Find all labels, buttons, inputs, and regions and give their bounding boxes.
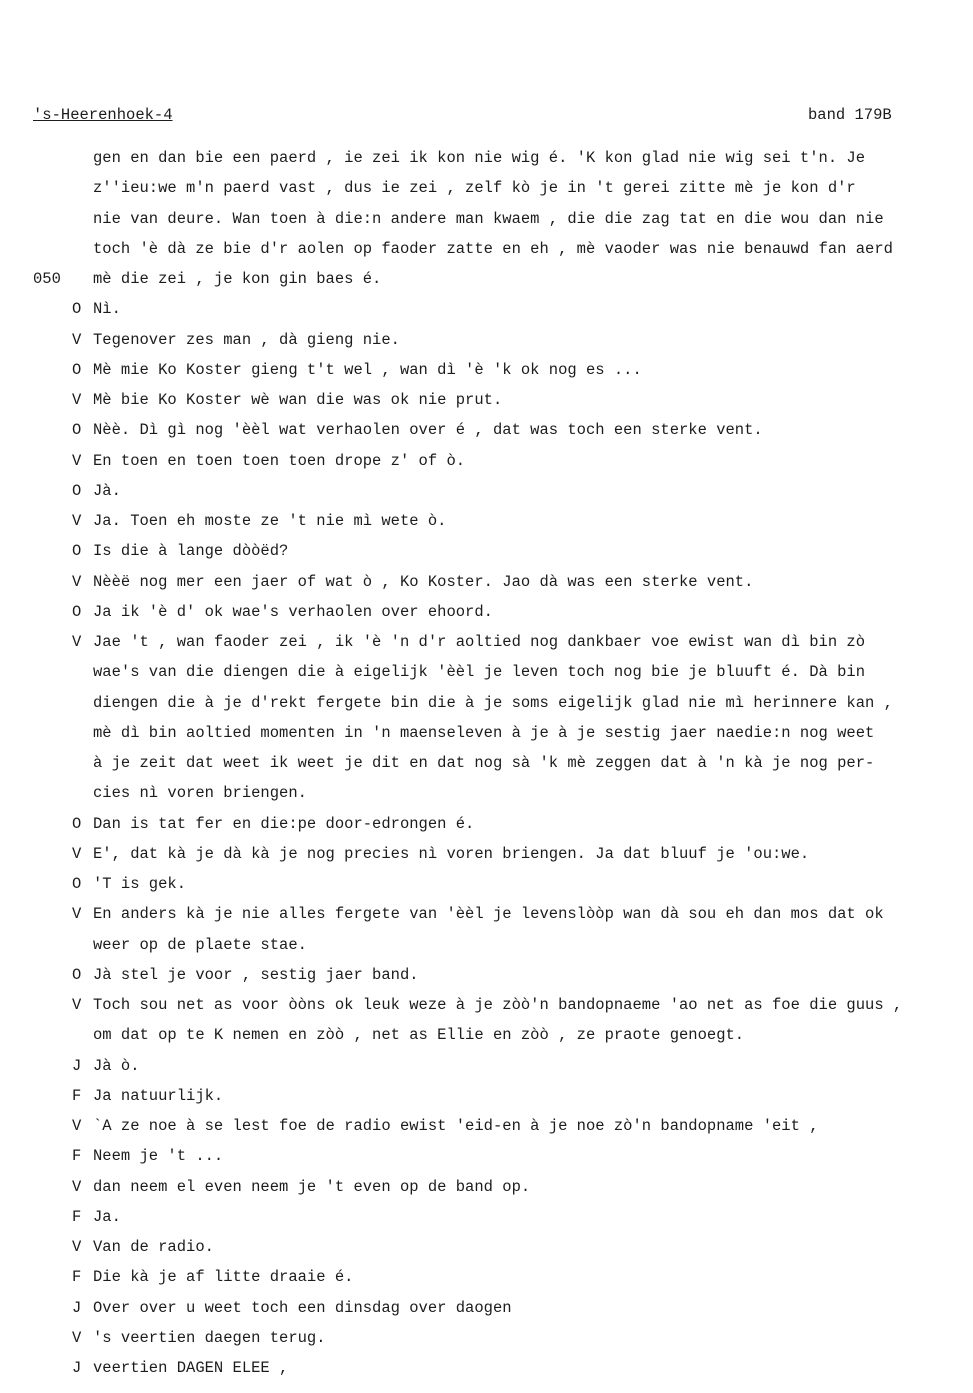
line-text: Jà stel je voor , sestig jaer band. [93, 965, 419, 984]
line-text: diengen die à je d'rekt fergete bin die à je soms eigelijk glad nie mì herinnere kan , [93, 693, 893, 712]
transcript-line [0, 536, 973, 566]
transcript-line [0, 1081, 973, 1111]
line-text: mè die zei , je kon gin baes é. [93, 270, 382, 288]
line-text: E', dat kà je dà kà je nog precies nì voren briengen. Ja dat bluuf je 'ou:we. [93, 844, 810, 863]
document-title: 's-Heerenhoek-4 [33, 106, 173, 124]
transcript-line [0, 688, 973, 718]
line-text: nie van deure. Wan toen à die:n andere man kwaem , die die zag tat en die wou dan nie [93, 209, 884, 228]
speaker-label: F [72, 1086, 82, 1105]
speaker-label: F [72, 1268, 82, 1287]
line-text: Ja ik 'è d' ok wae's verhaolen over ehoord. [93, 602, 493, 621]
line-text: weer op de plaete stae. [93, 935, 307, 954]
transcript-line [0, 1202, 973, 1232]
transcript-line [0, 567, 973, 597]
transcript-line [0, 1262, 973, 1292]
transcript-line [0, 325, 973, 355]
transcript-line [0, 657, 973, 687]
speaker-label: O [72, 542, 82, 561]
line-text: gen en dan bie een paerd , ie zei ik kon nie wig é. 'K kon glad nie wig sei t'n. Je [93, 149, 866, 167]
line-text: veertien DAGEN ELEE , [93, 1359, 289, 1377]
transcript-line [0, 597, 973, 627]
transcript-line [0, 930, 973, 960]
line-text: Neem je 't ... [93, 1147, 224, 1166]
speaker-label: V [72, 633, 82, 651]
transcript-line [0, 960, 973, 990]
line-text: En anders kà je nie alles fergete van 'èèl je levenslòòp wan dà sou eh dan mos dat ok [93, 905, 884, 924]
transcript-line [0, 718, 973, 748]
transcript-line [0, 869, 973, 899]
transcript-line [0, 173, 973, 203]
line-number: 050 [33, 270, 61, 288]
line-text: Jà. [93, 481, 121, 500]
transcript-line [0, 446, 973, 476]
line-text: z''ieu:we m'n paerd vast , dus ie zei , zelf kò je in 't gerei zitte mè je kon d'r [93, 179, 856, 198]
line-text: toch 'è dà ze bie d'r aolen op faoder zatte en eh , mè vaoder was nie benauwd fan aerd [93, 239, 893, 258]
speaker-label: F [72, 1147, 82, 1166]
transcript-line [0, 1232, 973, 1262]
line-text: Mè mie Ko Koster gieng t't wel , wan dì 'è 'k ok nog es ... [93, 360, 642, 379]
line-text: Nèèë nog mer een jaer of wat ò , Ko Koster. Jao dà was een sterke vent. [93, 572, 754, 591]
speaker-label: O [72, 360, 82, 379]
line-text: Jae 't , wan faoder zei , ik 'è 'n d'r aoltied nog dankbaer voe ewist wan dì bin zò [93, 633, 866, 651]
speaker-label: F [72, 1207, 82, 1226]
speaker-label: O [72, 875, 82, 893]
transcript-line [0, 264, 973, 294]
line-text: Tegenover zes man , dà gieng nie. [93, 330, 400, 349]
transcript-line [0, 1111, 973, 1141]
transcript-line [0, 748, 973, 778]
line-text: Die kà je af litte draaie é. [93, 1268, 354, 1287]
transcript-line [0, 1323, 973, 1353]
transcript-line [0, 627, 973, 657]
line-text: Dan is tat fer en die:pe door-edrongen é. [93, 814, 475, 833]
line-text: à je zeit dat weet ik weet je dit en dat nog sà 'k mè zeggen dat à 'n kà je nog per- [93, 754, 875, 772]
band-number: band 179B [808, 106, 892, 124]
line-text: dan neem el even neem je 't even op de band op. [93, 1177, 531, 1196]
transcript-line [0, 899, 973, 929]
transcript-line [0, 1141, 973, 1171]
speaker-label: O [72, 300, 82, 319]
line-text: Toch sou net as voor òòns ok leuk weze à je zòò'n bandopnaeme 'ao net as foe die guus , [93, 996, 903, 1014]
transcript-line [0, 143, 973, 173]
transcript-line [0, 839, 973, 869]
speaker-label: O [72, 965, 82, 984]
line-text: Ja. [93, 1207, 121, 1226]
line-text: `A ze noe à se lest foe de radio ewist 'eid-en à je noe zò'n bandopname 'eit , [93, 1117, 819, 1135]
line-text: wae's van die diengen die à eigelijk 'èèl je leven toch nog bie je bluuft é. Dà bin [93, 663, 866, 682]
line-text: Mè bie Ko Koster wè wan die was ok nie prut. [93, 391, 503, 409]
line-text: Ja. Toen eh moste ze 't nie mì wete ò. [93, 512, 447, 530]
speaker-label: V [72, 844, 82, 863]
speaker-label: V [72, 391, 82, 409]
speaker-label: O [72, 814, 82, 833]
transcript-line [0, 1020, 973, 1050]
line-text: Nì. [93, 300, 121, 319]
transcript-line [0, 294, 973, 324]
transcript-line [0, 234, 973, 264]
speaker-label: V [72, 1238, 82, 1256]
speaker-label: V [72, 451, 82, 470]
line-text: Van de radio. [93, 1238, 214, 1256]
speaker-label: O [72, 421, 82, 440]
speaker-label: J [72, 1056, 82, 1075]
transcript-line [0, 809, 973, 839]
line-text: Is die à lange dòòëd? [93, 542, 289, 561]
line-text: 'T is gek. [93, 875, 187, 893]
transcript-line [0, 415, 973, 445]
speaker-label: V [72, 1328, 82, 1347]
transcript-line [0, 990, 973, 1020]
speaker-label: V [72, 512, 82, 530]
transcript-line [0, 1051, 973, 1081]
transcript-line [0, 778, 973, 808]
transcript-line [0, 1353, 973, 1383]
speaker-label: J [72, 1359, 82, 1377]
speaker-label: O [72, 602, 82, 621]
speaker-label: V [72, 1117, 82, 1135]
transcript-line [0, 204, 973, 234]
line-text: Jà ò. [93, 1056, 140, 1075]
speaker-label: V [72, 572, 82, 591]
line-text: mè dì bin aoltied momenten in 'n maenseleven à je à je sestig jaer naedie:n nog weet [93, 723, 875, 742]
line-text: 's veertien daegen terug. [93, 1328, 326, 1347]
line-text: Ja natuurlijk. [93, 1086, 224, 1105]
speaker-label: V [72, 1177, 82, 1196]
transcript-line [0, 1172, 973, 1202]
speaker-label: V [72, 330, 82, 349]
line-text: Nèè. Dì gì nog 'èèl wat verhaolen over é , dat was toch een sterke vent. [93, 421, 763, 440]
transcript-line [0, 385, 973, 415]
transcript-line [0, 355, 973, 385]
speaker-label: V [72, 996, 82, 1014]
transcript-body [0, 143, 973, 1383]
speaker-label: O [72, 481, 82, 500]
speaker-label: V [72, 905, 82, 924]
line-text: cies nì voren briengen. [93, 784, 307, 803]
transcript-line [0, 506, 973, 536]
transcript-line [0, 476, 973, 506]
line-text: om dat op te K nemen en zòò , net as Ellie en zòò , ze praote genoegt. [93, 1026, 745, 1045]
speaker-label: J [72, 1298, 82, 1317]
transcript-line [0, 1293, 973, 1323]
line-text: En toen en toen toen toen drope z' of ò. [93, 451, 466, 470]
line-text: Over over u weet toch een dinsdag over daogen [93, 1298, 512, 1317]
